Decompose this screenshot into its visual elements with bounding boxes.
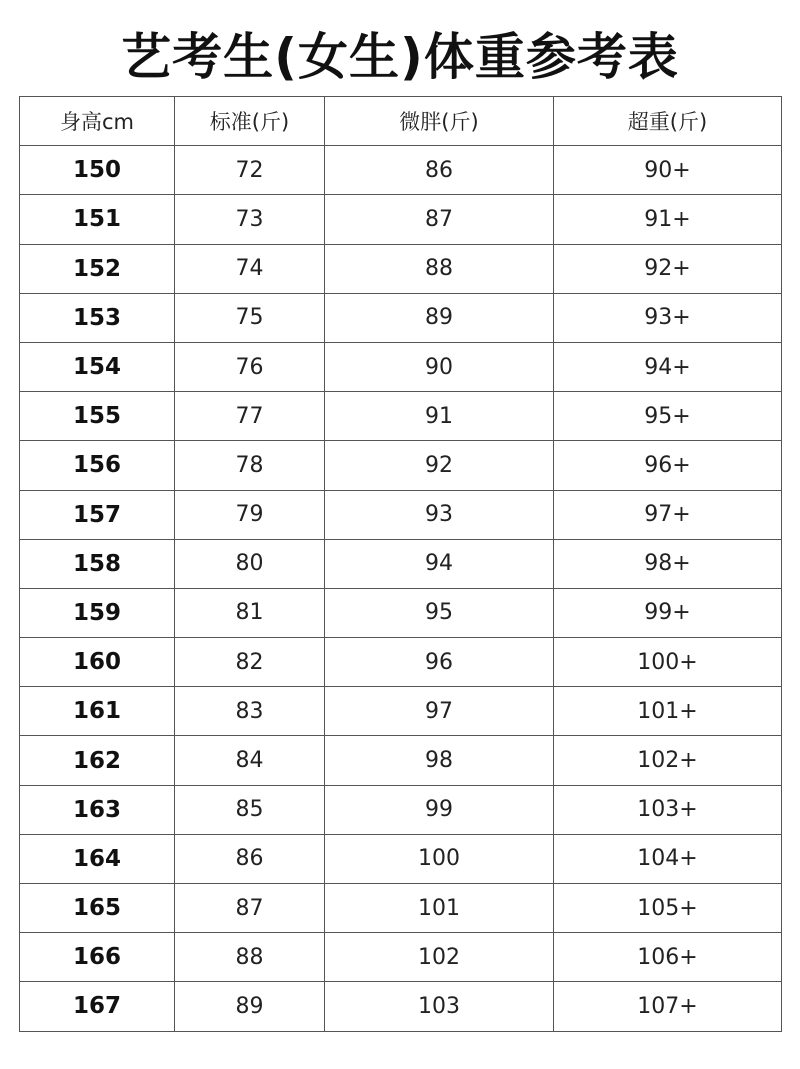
height-cell: 152 [20,244,175,293]
height-cell: 157 [20,490,175,539]
overweight-cell: 96+ [554,441,782,490]
overweight-cell: 95+ [554,392,782,441]
table-row [20,392,782,441]
slightly-heavy-cell: 99 [325,785,554,834]
slightly-heavy-cell: 103 [325,982,554,1031]
slightly-heavy-cell: 97 [325,687,554,736]
table-row [20,834,782,883]
slightly-heavy-cell: 87 [325,195,554,244]
slightly-heavy-cell: 96 [325,638,554,687]
slightly-heavy-cell: 94 [325,539,554,588]
height-cell: 160 [20,638,175,687]
height-cell: 161 [20,687,175,736]
overweight-cell: 99+ [554,588,782,637]
height-cell: 165 [20,884,175,933]
slightly-heavy-cell: 98 [325,736,554,785]
overweight-cell: 105+ [554,884,782,933]
table-row [20,736,782,785]
standard-cell: 82 [175,638,325,687]
standard-cell: 81 [175,588,325,637]
header-slightly-heavy: 微胖(斤) [325,97,554,146]
table-header [20,97,782,146]
table-row [20,687,782,736]
height-cell: 162 [20,736,175,785]
overweight-cell: 103+ [554,785,782,834]
overweight-cell: 101+ [554,687,782,736]
table-row [20,342,782,391]
overweight-cell: 90+ [554,146,782,195]
overweight-cell: 92+ [554,244,782,293]
slightly-heavy-cell: 90 [325,342,554,391]
height-cell: 159 [20,588,175,637]
slightly-heavy-cell: 92 [325,441,554,490]
overweight-cell: 100+ [554,638,782,687]
table-row [20,638,782,687]
table-row [20,588,782,637]
overweight-cell: 94+ [554,342,782,391]
slightly-heavy-cell: 88 [325,244,554,293]
table-row [20,982,782,1031]
slightly-heavy-cell: 100 [325,834,554,883]
height-cell: 153 [20,293,175,342]
table-row [20,441,782,490]
standard-cell: 86 [175,834,325,883]
overweight-cell: 106+ [554,933,782,982]
table-row [20,244,782,293]
table-row [20,884,782,933]
standard-cell: 87 [175,884,325,933]
header-height: 身高cm [20,97,175,146]
table-row [20,490,782,539]
slightly-heavy-cell: 102 [325,933,554,982]
height-cell: 158 [20,539,175,588]
standard-cell: 89 [175,982,325,1031]
standard-cell: 75 [175,293,325,342]
table-row [20,785,782,834]
overweight-cell: 97+ [554,490,782,539]
table-row [20,933,782,982]
standard-cell: 76 [175,342,325,391]
slightly-heavy-cell: 93 [325,490,554,539]
standard-cell: 83 [175,687,325,736]
standard-cell: 85 [175,785,325,834]
overweight-cell: 98+ [554,539,782,588]
height-cell: 155 [20,392,175,441]
standard-cell: 88 [175,933,325,982]
slightly-heavy-cell: 86 [325,146,554,195]
standard-cell: 79 [175,490,325,539]
table-row [20,293,782,342]
height-cell: 166 [20,933,175,982]
height-cell: 154 [20,342,175,391]
header-row [20,97,782,146]
table-body [20,146,782,1031]
table-row [20,539,782,588]
table-row [20,146,782,195]
overweight-cell: 91+ [554,195,782,244]
height-cell: 156 [20,441,175,490]
overweight-cell: 104+ [554,834,782,883]
slightly-heavy-cell: 89 [325,293,554,342]
page-title: 艺考生(女生)体重参考表 [121,28,679,86]
standard-cell: 72 [175,146,325,195]
slightly-heavy-cell: 91 [325,392,554,441]
height-cell: 150 [20,146,175,195]
header-overweight: 超重(斤) [554,97,782,146]
height-cell: 151 [20,195,175,244]
table-row [20,195,782,244]
slightly-heavy-cell: 95 [325,588,554,637]
standard-cell: 80 [175,539,325,588]
height-cell: 167 [20,982,175,1031]
standard-cell: 77 [175,392,325,441]
overweight-cell: 102+ [554,736,782,785]
overweight-cell: 107+ [554,982,782,1031]
height-cell: 164 [20,834,175,883]
height-cell: 163 [20,785,175,834]
standard-cell: 74 [175,244,325,293]
standard-cell: 84 [175,736,325,785]
overweight-cell: 93+ [554,293,782,342]
standard-cell: 73 [175,195,325,244]
header-standard: 标准(斤) [175,97,325,146]
slightly-heavy-cell: 101 [325,884,554,933]
standard-cell: 78 [175,441,325,490]
weight-reference-table [19,96,782,1032]
